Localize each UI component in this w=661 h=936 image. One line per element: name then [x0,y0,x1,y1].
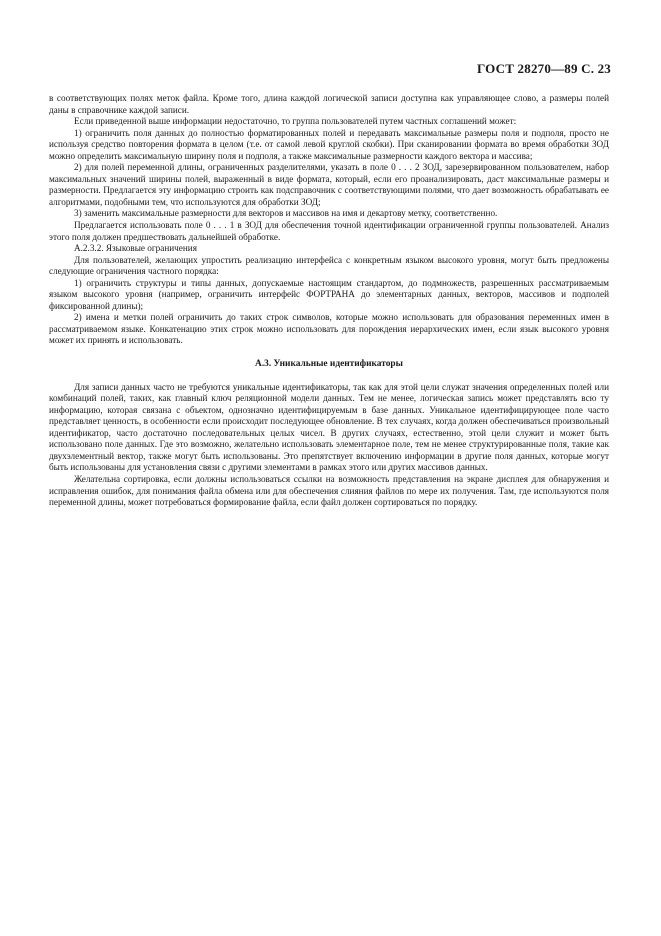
list-item: 2) для полей переменной длины, ограниченных разделителями, указать в поле 0 . . . 2 ЗОД, зарезервированном пользователем, набор максимальных значений ширины полей, выраженный в виде формата, который, если его проанализировать, даст максимальные размеры и размерности. Предлагается эту информацию строить как подсправочник с соответствующими полями, что дает возможность обрабатывать ее алгоритмами, подобными тем, что используются для обработки ЗОД; [49,162,609,207]
list-item: 1) ограничить поля данных до полностью форматированных полей и передавать максимальные размеры поля и подполя, просто не используя средство повторения формата в целом (т.е. от самой левой круглой скобки). При сканировании формата во время обработки ЗОД можно определить максимальную ширину поля и подполя, а также максимальные размерности каждого вектора и массива; [49,127,609,161]
section-title: А.3. Уникальные идентификаторы [255,359,403,370]
paragraph: Желательна сортировка, если должны использоваться ссылки на возможность представления на экране дисплея для обнаружения и исправления ошибок, для понимания файла обмена или для обеспечения слияния файлов по мере их получения. Там, где используются поля переменной длины, может потребоваться формирование файла, если файл должен сортироваться по порядку. [49,473,609,508]
document-body [49,93,609,509]
paragraph: Если приведенной выше информации недостаточно, то группа пользователей путем частных соглашений может: [74,116,517,127]
paragraph: Для пользователей, желающих упростить реализацию интерфейса с конкретным языком высокого уровня, могут быть предложены следующие ограничения частного порядка: [49,254,609,277]
list-item: 2) имена и метки полей ограничить до таких строк символов, которые можно использовать для образования переменных имен в рассматриваемом языке. Конкатенацию этих строк можно использовать для порождения иерархических имен, если язык высокого уровня может их принять и использовать. [49,312,609,346]
paragraph: Для записи данных часто не требуются уникальные идентификаторы, так как для этой цели служат значения определенных полей или комбинаций полей, таких, как главный ключ реляционной модели данных. Тем не менее, логическая запись может представлять всю ту информацию, которая связана с объектом, однозначно идентифицируемым в базе данных. Уникальное идентифицирующее поле часто представляет ценность, в особенности если происходит последующее обновление. В тех случаях, когда должен обеспечиваться произвольный идентификатор, часто достаточно последовательных целых чисел. В других случаях, естественно, этой цели служит и может быть использовано поле данных. Где это возможно, желательно использовать элементарное поле, тем не менее структурированные поля, такие как двухэлементный вектор, также могут быть использованы. Это препятствует включению информации в другие поля данных, которые могут быть использованы для установления связи с другими элементами в рамках этого или других массивов данных. [49,381,609,473]
subsection-heading: А.2.3.2. Языковые ограничения [74,243,197,254]
paragraph: в соответствующих полях меток файла. Кроме того, длина каждой логической записи доступна как управляющее слово, а размеры полей даны в справочнике каждой записи. [49,93,609,115]
paragraph: Предлагается использовать поле 0 . . . 1 в ЗОД для обеспечения точной идентификации ограниченной группы пользователей. Анализ этого поля должен предшествовать дальнейшей обработке. [49,220,609,242]
list-item: 1) ограничить структуры и типы данных, допускаемые настоящим стандартом, до подмножеств, разрешенных рассматриваемым языком высокого уровня (например, ограничить интерфейс ФОРТРАНА до элементарных данных, векторов, массивов и подполей фиксированной длины); [49,277,609,311]
page-header: ГОСТ 28270—89 С. 23 [477,61,611,76]
list-item: 3) заменить максимальные размерности для векторов и массивов на имя и декартову метку, соответственно. [74,208,498,219]
